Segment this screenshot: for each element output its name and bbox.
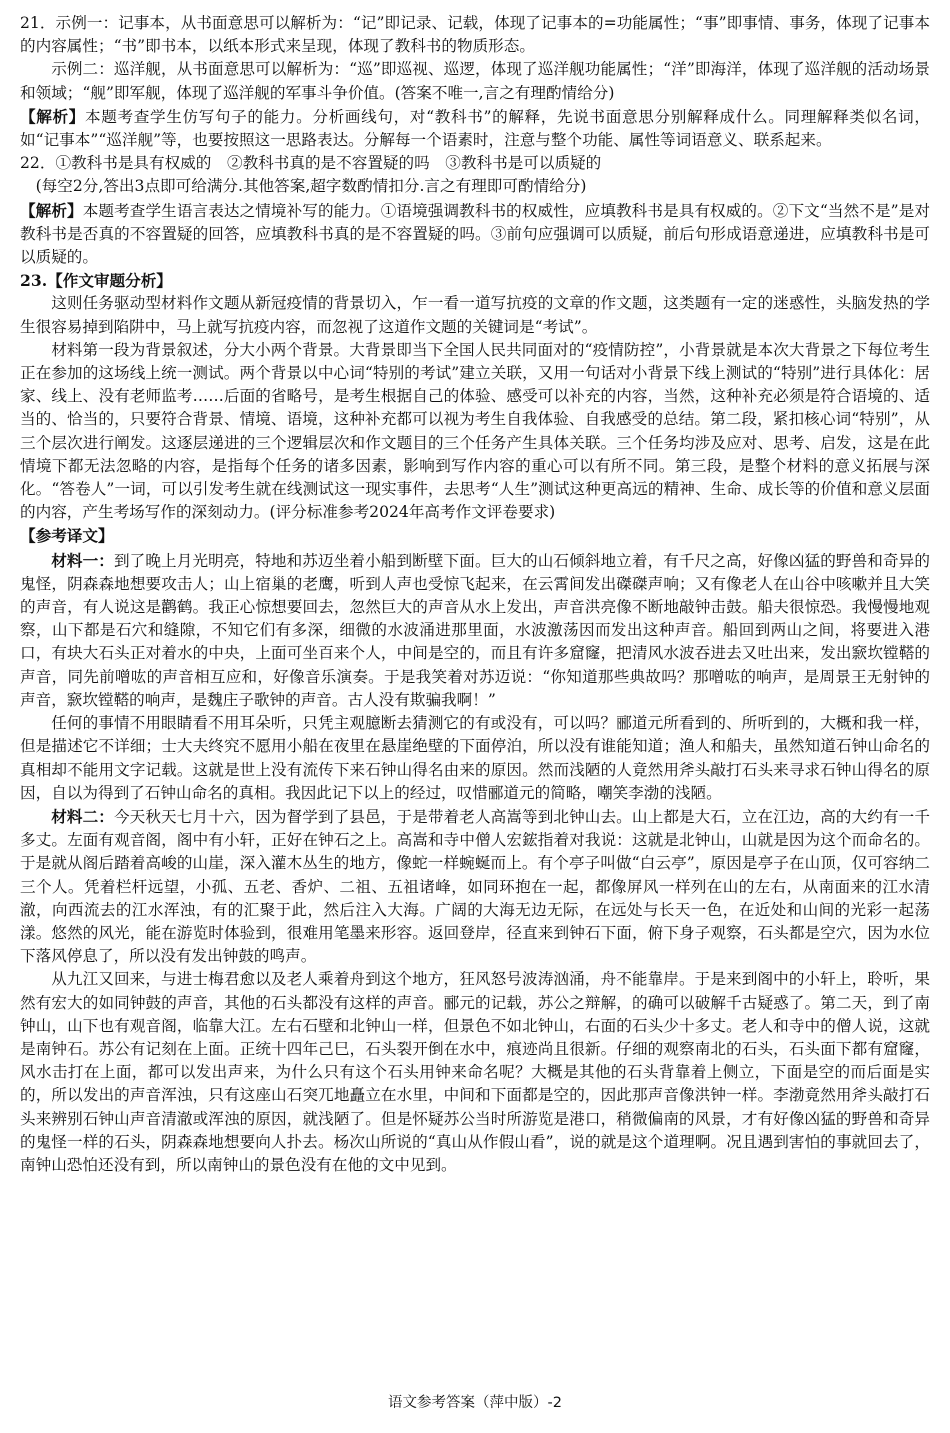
q21-example1: 21．示例一：记事本，从书面意思可以解析为：“记”即记录、记载，体现了记事本的=功能属性；“事”即事情、事务，体现了记事本的内容属性；“书”即书本，以纸本形式来呈现，体现了教科书的物质形态。 <box>20 14 930 56</box>
material1-paragraph-1: 材料一：到了晚上月光明亮，特地和苏迈坐着小船到断壁下面。巨大的山石倾斜地立着，有千尺之高，好像凶猛的野兽和奇异的鬼怪，阴森森地想要攻击人；山上宿巢的老鹰，听到人声也受惊飞起来，在云霄间发出磔磔声响；又有像老人在山谷中咳嗽并且大笑的声音，有人说这是鹳鹤。我正心惊想要回去，忽然巨大的声音从水上发出，声音洪亮像不断地敲钟击鼓。船夫很惊恐。我慢慢地观察，山下都是石穴和缝隙，不知它们有多深，细微的水波涌进那里面，水波激荡因而发出这种声音。船回到两山之间，将要进入港口，有块大石头正对着水的中央，上面可坐百来个人，中间是空的，而且有许多窟窿，把清风水波吞进去又吐出来，发出窾坎镗鞳的声音，同先前噌吰的声音相互应和，好像音乐演奏。于是我笑着对苏迈说：“你知道那些典故吗？那噌吰的响声，是周景王无射钟的声音，窾坎镗鞳的响声，是魏庄子歌钟的声音。古人没有欺骗我啊！” <box>20 550 930 709</box>
q22-scoring: (每空2分,答出3点即可给满分.其他答案,超字数酌情扣分.言之有理即可酌情给分) <box>35 177 587 196</box>
q21-example2: 示例二：巡洋舰，从书面意思可以解析为：“巡”即巡视、巡逻，体现了巡洋舰功能属性；“洋”即海洋，体现了巡洋舰的活动场景和领域；“舰”即军舰，体现了巡洋舰的军事斗争价值。(答案不唯一,言之有理酌情给分) <box>20 60 930 102</box>
material2-paragraph-1: 材料二：今天秋天七月十六，因为督学到了县邑，于是带着老人高嵩等到北钟山去。山上都是大石，立在江边，高的大约有一千多丈。左面有观音阁，阁中有小轩，正好在钟石之上。高嵩和寺中僧人宏鋐指着对我说：这就是北钟山，山就是因为这个而命名的。于是就从阁后踏着高峻的山崖，深入灌木丛生的地方，像蛇一样蜿蜒而上。有个亭子叫做“白云亭”，原因是亭子在山顶，仅可容纳二三个人。凭着栏杆远望，小孤、五老、香炉、二祖、五祖诸峰，如同环抱在一起，都像屏风一样列在山的左右，从南面来的江水清澈，向西流去的江水浑浊，有的汇聚于此，然后注入大海。广阔的大海无边无际，在远处与长天一色，在近处和山间的光彩一起荡漾。悠然的风光，能在游览时体验到，很难用笔墨来形容。返回登岸，径直来到钟石下面，俯下身子观察，石头都是空穴，因为水位下落风停息了，所以没有发出钟鼓的鸣声。 <box>20 806 930 966</box>
material2-label: 材料二： <box>51 806 114 826</box>
q23-paragraph-2: 材料第一段为背景叙述，分大小两个背景。大背景即当下全国人民共同面对的“疫情防控”，小背景就是本次大背景之下每位考生正在参加的这场线上统一测试。两个背景以中心词“特别的考试”建立关联，又用一句话对小背景下线上测试的“特别”进行具体化：居家、线上、没有老师监考……后面的省略号，是考生根据自己的体验、感受可以补充的内容，当然，这种补充必须是符合语境的、适当的、恰当的，只要符合背景、情境、语境，这种补充都可以视为考生自我体验、自我感受的总结。第二段，紧扣核心词“特别”，从三个层次进行阐发。这逐层递进的三个逻辑层次和作文题目的三个任务产生具体关联。三个任务均涉及应对、思考、启发，这是在此情境下都无法忽略的内容，是指每个任务的诸多因素，影响到写作内容的重心可以有所不同。第三段，是整个材料的意义拓展与深化。“答卷人”一词，可以引发考生就在线测试这一现实事件，去思考“人生”测试这种更高远的精神、生命、成长等的价值和意义层面的内容，产生考场写作的深刻动力。(评分标准参考2024年高考作文评卷要求) <box>20 340 930 522</box>
page-footer: 语文参考答案（萍中版）-2 <box>388 1395 562 1411</box>
q22-analysis: 【解析】本题考查学生语言表达之情境补写的能力。①语境强调教科书的权威性，应填教科书是具有权威的。②下文“当然不是”是对教科书是否真的不容置疑的回答，应填教科书真的是不容置疑的吗。③前句应强调可以质疑，前后句形成语意递进，应填教科书是可以质疑的。 <box>20 200 930 267</box>
material2-paragraph-2: 从九江又回来，与进士梅君愈以及老人乘着舟到这个地方，狂风怒号波涛汹涌，舟不能靠岸。于是来到阁中的小轩上，聆听，果然有宏大的如同钟鼓的声音，其他的石头都没有这样的声音。郦元的记载，苏公之辩解，的确可以破解千古疑惑了。第二天，到了南钟山，山下也有观音阁，临靠大江。左右石壁和北钟山一样，但景色不如北钟山，右面的石头少十多丈。老人和寺中的僧人说，这就是南钟石。苏公有记刻在上面。正统十四年己巳，石头裂开倒在水中，痕迹尚且很新。仔细的观察南北的石头，石头面下都有窟窿，风水击打在上面，都可以发出声来，为什么只有这个石头用钟来命名呢？大概是其他的石头背靠着上侧立，下面是空的而后面是实的，所以发出的声音浑浊，只有这座山石突兀地矗立在水里，中间和下面都是空的，因此那声音像洪钟一样。李渤竟然用斧头敲打石头来辨别石钟山声音清澈或浑浊的原因，就浅陋了。但是怀疑苏公当时所游览是港口，稍微偏南的风景，才有好像凶猛的野兽和奇异的鬼怪一样的石头，阴森森地想要向人扑去。杨次山所说的“真山从作假山看”，说的就是这个道理啊。况且遇到害怕的事就回去了，南钟山恐怕还没有到，所以南钟山的景色没有在他的文中见到。 <box>20 970 930 1174</box>
q21-analysis: 【解析】本题考查学生仿写句子的能力。分析画线句，对“教科书”的解释，先说书面意思分别解释成什么。同理解释类似名词，如“记事本”“巡洋舰”等，也要按照这一思路表达。分解每一个语素时，注意与整个功能、属性等词语意义、联系起来。 <box>20 106 930 150</box>
q23-number: 23. <box>20 271 48 291</box>
analysis-label: 【解析】 <box>20 200 83 220</box>
material1-label: 材料一： <box>51 550 114 570</box>
q22-number: 22． <box>20 154 56 173</box>
q22-answers: 22．①教科书是具有权威的 ②教科书真的是不容置疑的吗 ③教科书是可以质疑的 <box>20 154 602 173</box>
translation-body <box>20 549 930 1177</box>
analysis-label: 【解析】 <box>20 106 85 126</box>
q23-paragraph-1: 这则任务驱动型材料作文题从新冠疫情的背景切入，乍一看一道写抗疫的文章的作文题，这类题有一定的迷惑性，头脑发热的学生很容易掉到陷阱中，马上就写抗疫内容，而忽视了这道作文题的关键词是“考试”。 <box>20 294 930 336</box>
translation-heading: 【参考译文】 <box>20 526 114 546</box>
material1-paragraph-2: 任何的事情不用眼睛看不用耳朵听，只凭主观臆断去猜测它的有或没有，可以吗？郦道元所看到的、所听到的，大概和我一样，但是描述它不详细；士大夫终究不愿用小船在夜里在悬崖绝壁的下面停泊，所以没有谁能知道；渔人和船夫，虽然知道石钟山命名的真相却不能用文字记载。这就是世上没有流传下来石钟山得名由来的原因。然而浅陋的人竟然用斧头敲打石头来寻求石钟山得名的原因，自以为得到了石钟山命名的真相。我因此记下以上的经过，叹惜郦道元的简略，嘲笑李渤的浅陋。 <box>20 714 930 802</box>
q23-heading: 23.【作文审题分析】 <box>20 271 172 291</box>
q21-number: 21． <box>20 14 56 32</box>
